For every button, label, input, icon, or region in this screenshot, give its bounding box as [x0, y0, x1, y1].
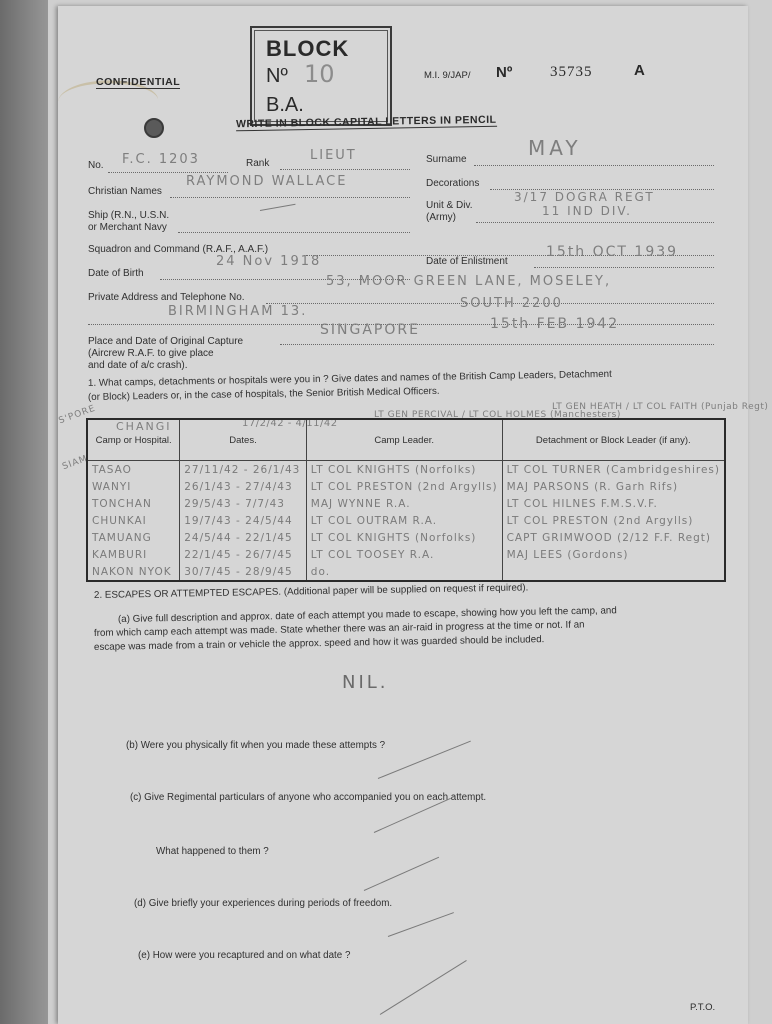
cell-dates: 27/11/42 - 26/1/43	[180, 461, 307, 479]
cell-leader: LT COL TOOSEY R.A.	[306, 546, 502, 563]
cell-detachment: MAJ LEES (Gordons)	[502, 546, 725, 563]
cell-leader: MAJ WYNNE R.A.	[306, 495, 502, 512]
enlistment-label: Date of Enlistment	[426, 256, 508, 267]
table-row	[87, 512, 725, 529]
pto-label: P.T.O.	[690, 1002, 716, 1013]
q2a-text-line1: (a) Give full description and approx. date of each attempt you made to escape, showing how you left the camp, and	[117, 605, 617, 625]
cell-detachment: LT COL PRESTON (2nd Argylls)	[502, 512, 725, 529]
telephone-value: SOUTH 2200	[460, 296, 563, 311]
cell-leader: LT COL KNIGHTS (Norfolks)	[306, 529, 502, 546]
stamp-no-text: Nº	[266, 65, 288, 87]
squadron-label: Squadron and Command (R.A.F., A.A.F.)	[88, 244, 269, 255]
capture-label-line1: Place and Date of Original Capture	[88, 336, 244, 347]
punch-hole	[144, 118, 164, 138]
pencil-instruction: WRITE IN BLOCK CAPITAL LETTERS IN PENCIL	[235, 113, 497, 131]
cell-detachment	[502, 563, 725, 581]
cell-dates: 24/5/44 - 22/1/45	[180, 529, 307, 546]
col-header-dates: Dates.	[180, 419, 307, 461]
number-value: F.C. 1203	[122, 152, 200, 167]
table-row	[87, 478, 725, 495]
cell-detachment: LT COL HILNES F.M.S.V.F.	[502, 495, 725, 512]
q1-text-line2: (or Block) Leaders or, in the case of hospitals, the Senior British Medical Officers.	[87, 385, 440, 403]
capture-date-value: 15th FEB 1942	[490, 316, 620, 332]
cell-leader: LT COL OUTRAM R.A.	[306, 512, 502, 529]
reference-number: 35735	[550, 64, 593, 80]
cell-camp: WANYI	[92, 480, 132, 493]
q2c-text: (c) Give Regimental particulars of anyone who accompanied you on each attempt.	[130, 792, 487, 803]
address-value-line2: BIRMINGHAM 13.	[168, 304, 308, 319]
document-page	[57, 6, 769, 1024]
dob-label: Date of Birth	[88, 268, 144, 279]
table-row	[87, 495, 725, 512]
unit-label-line1: Unit & Div.	[426, 200, 473, 211]
q2c-followup-text: What happened to them ?	[156, 846, 269, 857]
col-header-detachment: Detachment or Block Leader (if any).	[502, 419, 725, 461]
ship-label-line2: or Merchant Navy	[88, 222, 167, 233]
cell-detachment: CAPT GRIMWOOD (2/12 F.F. Regt)	[502, 529, 725, 546]
enlistment-value: 15th OCT 1939	[546, 244, 679, 260]
col-header-camp: Camp or Hospital.	[87, 419, 180, 461]
margin-note-siam: SIAM	[61, 453, 90, 473]
cell-camp: TAMUANG	[92, 531, 152, 544]
stamp-ba-text: B.A.	[266, 94, 304, 116]
unit-value-line1: 3/17 DOGRA REGT	[514, 190, 655, 204]
block-stamp	[250, 26, 392, 126]
cell-leader: LT COL PRESTON (2nd Argylls)	[306, 478, 502, 495]
christian-names-value: RAYMOND WALLACE	[186, 174, 348, 189]
cell-detachment: LT COL TURNER (Cambridgeshires)	[502, 461, 725, 479]
capture-label-line2: (Aircrew R.A.F. to give place	[88, 348, 214, 359]
surname-label: Surname	[426, 154, 467, 165]
ship-label-line1: Ship (R.N., U.S.N.	[88, 210, 170, 221]
table-row	[87, 546, 725, 563]
pre-table-detachment: LT GEN HEATH / LT COL FAITH (Punjab Regt)	[552, 402, 769, 412]
pre-table-camp: CHANGI	[116, 420, 172, 433]
cell-camp: KAMBURI	[92, 548, 148, 561]
unit-label-line2: (Army)	[426, 212, 456, 223]
q2a-answer: NIL.	[342, 672, 389, 693]
col-header-leader: Camp Leader.	[306, 419, 502, 461]
cell-detachment: MAJ PARSONS (R. Garh Rifs)	[502, 478, 725, 495]
q2a-text-line2: from which camp each attempt was made. State whether there was an air-raid in progress at the time or not. If an	[93, 619, 585, 639]
cell-dates: 26/1/43 - 27/4/43	[180, 478, 307, 495]
dob-value: 24 Nov 1918	[216, 254, 322, 269]
table-row	[87, 529, 725, 546]
address-label: Private Address and Telephone No.	[88, 292, 245, 303]
q2e-text: (e) How were you recaptured and on what date ?	[138, 950, 351, 961]
q1-text-line1: 1. What camps, detachments or hospitals were you in ? Give dates and names of the British Camp Leaders, Detachment	[87, 368, 612, 389]
q2d-text: (d) Give briefly your experiences during periods of freedom.	[134, 898, 393, 909]
cell-dates: 19/7/43 - 24/5/44	[180, 512, 307, 529]
q2a-text-line3: escape was made from a train or vehicle the approx. speed and how it was guarded should be included.	[93, 634, 545, 653]
q2-heading: 2. ESCAPES OR ATTEMPTED ESCAPES. (Additional paper will be supplied on request if required).	[93, 582, 529, 601]
q2b-text: (b) Were you physically fit when you made these attempts ?	[126, 740, 386, 751]
number-label: No.	[88, 160, 104, 171]
cell-camp: CHUNKAI	[92, 514, 147, 527]
pre-table-leader: LT GEN PERCIVAL / LT COL HOLMES (Manchesters)	[374, 410, 621, 420]
cell-leader: LT COL KNIGHTS (Norfolks)	[306, 461, 502, 479]
cell-dates: 30/7/45 - 28/9/45	[180, 563, 307, 581]
capture-place-value: SINGAPORE	[320, 322, 420, 338]
cell-dates: 29/5/43 - 7/7/43	[180, 495, 307, 512]
cell-leader: do.	[306, 563, 502, 581]
rank-value: LIEUT	[310, 148, 357, 163]
reference-suffix: A	[634, 62, 645, 79]
table-header-row	[87, 419, 725, 461]
cell-camp: TASAO	[92, 463, 132, 476]
christian-names-label: Christian Names	[88, 186, 162, 197]
capture-label-line3: and date of a/c crash).	[88, 360, 188, 371]
camps-table	[86, 418, 726, 582]
pre-table-dates: 17/2/42 - 4/11/42	[242, 418, 338, 429]
rank-label: Rank	[246, 158, 270, 169]
stamp-block-number: 10	[304, 60, 335, 88]
table-row	[87, 461, 725, 479]
cell-camp: NAKON NYOK	[92, 565, 172, 578]
table-row	[87, 563, 725, 581]
cell-dates: 22/1/45 - 26/7/45	[180, 546, 307, 563]
surname-value: MAY	[528, 136, 582, 160]
reference-no-label: Nº	[496, 64, 513, 81]
decorations-label: Decorations	[426, 178, 480, 189]
stamp-block-text: BLOCK	[266, 36, 350, 61]
classification-label: CONFIDENTIAL	[96, 76, 181, 88]
unit-value-line2: 11 IND DIV.	[542, 204, 632, 218]
reference-prefix: M.I. 9/JAP/	[424, 70, 471, 81]
cell-camp: TONCHAN	[92, 497, 152, 510]
address-value-line1: 53, MOOR GREEN LANE, MOSELEY,	[326, 274, 612, 289]
margin-note-singapore: S'PORE	[57, 403, 98, 427]
